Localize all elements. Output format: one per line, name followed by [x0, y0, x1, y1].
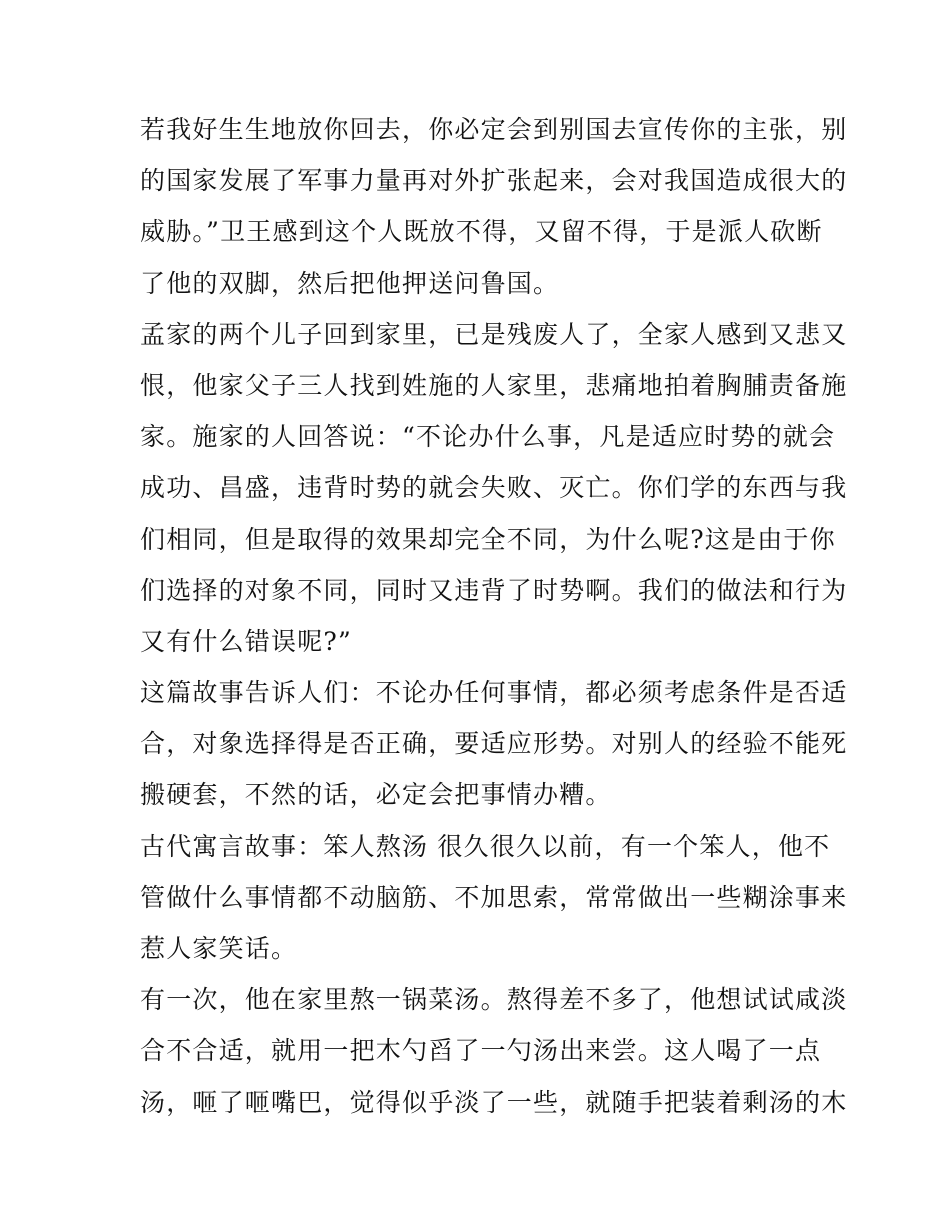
text-line: 了他的双脚，然后把他押送问鲁国。: [140, 268, 560, 298]
text-line: 古代寓言故事：笨人熬汤 很久很久以前，有一个笨人，他不: [140, 831, 831, 861]
text-line: 家。施家的人回答说：“不论办什么事，凡是适应时势的就会: [140, 422, 836, 452]
text-line: 搬硬套，不然的话，必定会把事情办糟。: [140, 780, 612, 810]
paragraph-4: [140, 821, 848, 975]
text-line: 们相同，但是取得的效果却完全不同，为什么呢?这是由于你: [140, 524, 836, 554]
document-body: [140, 104, 848, 1128]
text-line: 们选择的对象不同，同时又违背了时势啊。我们的做法和行为: [140, 575, 848, 605]
text-line: 又有什么错误呢?”: [140, 626, 352, 656]
paragraph-1: [140, 104, 848, 309]
text-line: 恨，他家父子三人找到姓施的人家里，悲痛地拍着胸脯责备施: [140, 370, 848, 400]
text-line: 成功、昌盛，违背时势的就会失败、灭亡。你们学的东西与我: [140, 473, 848, 503]
text-line: 惹人家笑话。: [140, 934, 298, 963]
text-line: 的国家发展了军事力量再对外扩张起来，会对我国造成很大的: [140, 166, 848, 196]
text-line: 合不合适，就用一把木勺舀了一勺汤出来尝。这人喝了一点: [140, 1036, 822, 1066]
paragraph-2: [140, 309, 848, 667]
text-line: 有一次，他在家里熬一锅菜汤。熬得差不多了，他想试试咸淡: [140, 985, 848, 1015]
text-line: 若我好生生地放你回去，你必定会到别国去宣传你的主张，别: [140, 115, 848, 144]
paragraph-3: [140, 667, 848, 821]
text-line: 合，对象选择得是否正确，要适应形势。对别人的经验不能死: [140, 729, 848, 759]
text-line: 这篇故事告诉人们：不论办任何事情，都必须考虑条件是否适: [140, 678, 848, 708]
text-line: 孟家的两个儿子回到家里，已是残废人了，全家人感到又悲又: [140, 319, 848, 349]
text-line: 管做什么事情都不动脑筋、不加思索，常常做出一些糊涂事来: [140, 882, 848, 912]
text-line: 汤，咂了咂嘴巴，觉得似乎淡了一些，就随手把装着剩汤的木: [140, 1087, 848, 1117]
paragraph-5: [140, 974, 848, 1128]
text-line: 威胁。”卫王感到这个人既放不得，又留不得，于是派人砍断: [140, 217, 823, 247]
